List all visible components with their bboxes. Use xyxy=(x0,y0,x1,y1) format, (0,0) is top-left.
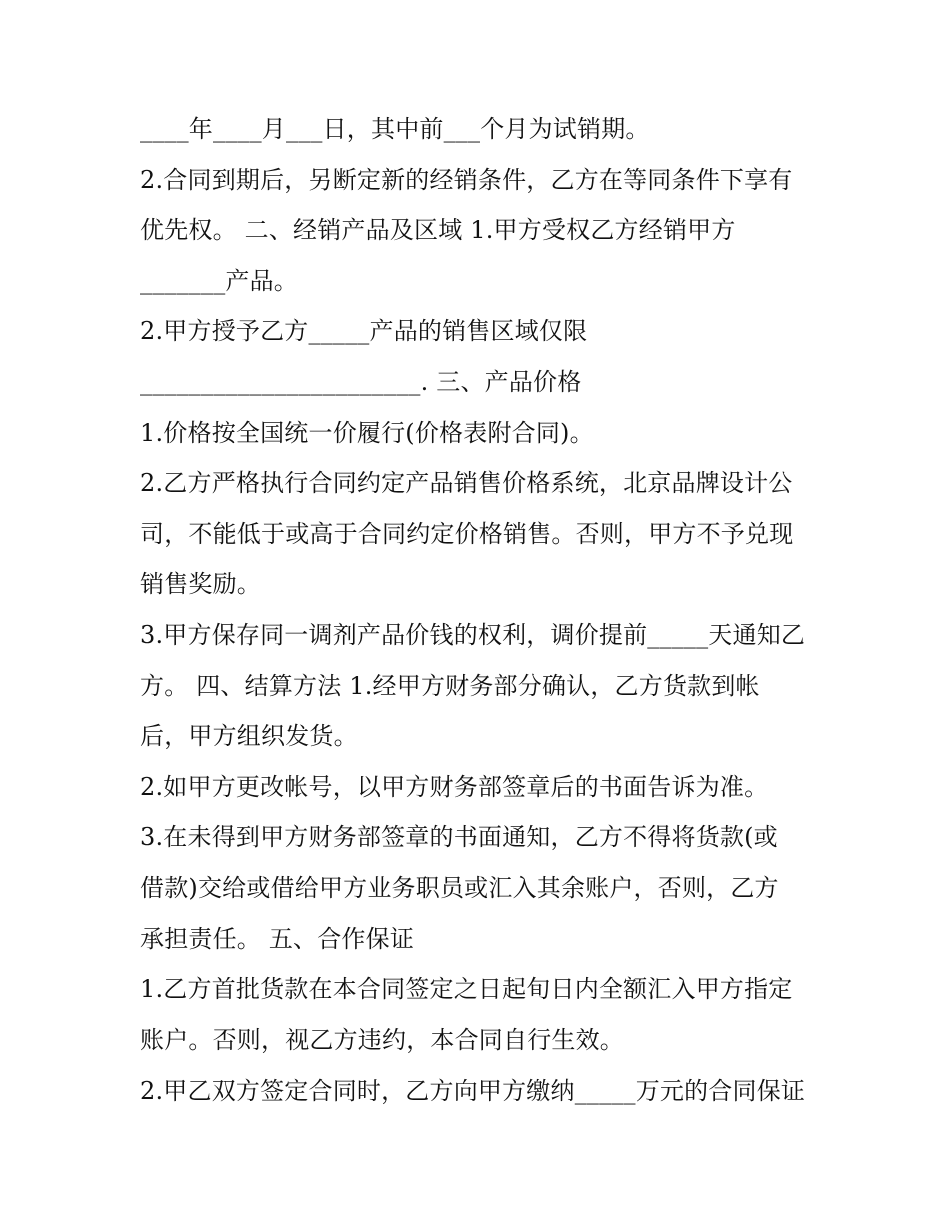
text-line: _______________________. 三、产品价格 xyxy=(140,368,582,396)
text-line: 司，不能低于或高于合同约定价格销售。否则，甲方不予兑现 xyxy=(140,520,794,548)
text-line: 2.如甲方更改帐号，以甲方财务部签章后的书面告诉为准。 xyxy=(140,773,769,801)
text-line: 优先权。 二、经销产品及区域 1.甲方受权乙方经销甲方 xyxy=(140,216,736,244)
text-line: 2.甲方授予乙方_____产品的销售区域仅限 xyxy=(140,317,588,345)
text-line: 2.合同到期后，另断定新的经销条件，乙方在等同条件下享有 xyxy=(140,166,793,194)
text-line: 借款)交给或借给甲方业务职员或汇入其余账户，否则，乙方 xyxy=(140,874,779,902)
text-line: 2.甲乙双方签定合同时，乙方向甲方缴纳_____万元的合同保证 xyxy=(140,1077,806,1105)
text-line: 账户。否则，视乙方违约，本合同自行生效。 xyxy=(140,1026,624,1054)
text-line: _______产品。 xyxy=(140,267,298,295)
text-line: 1.乙方首批货款在本合同签定之日起旬日内全额汇入甲方指定 xyxy=(140,975,793,1003)
text-line: 1.价格按全国统一价履行(价格表附合同)。 xyxy=(140,419,594,447)
text-line: 3.甲方保存同一调剂产品价钱的权利，调价提前_____天通知乙 xyxy=(140,621,806,649)
text-line: 销售奖励。 xyxy=(140,570,261,598)
text-line: 3.在未得到甲方财务部签章的书面通知，乙方不得将货款(或 xyxy=(140,823,778,851)
text-line: 后，甲方组织发货。 xyxy=(140,722,358,750)
text-line: 承担责任。 五、合作保证 xyxy=(140,925,415,953)
text-line: 方。 四、结算方法 1.经甲方财务部分确认，乙方货款到帐 xyxy=(140,672,760,700)
text-line: ____年____月___日，其中前___个月为试销期。 xyxy=(140,115,650,143)
text-line: 2.乙方严格执行合同约定产品销售价格系统，北京品牌设计公 xyxy=(140,469,793,497)
